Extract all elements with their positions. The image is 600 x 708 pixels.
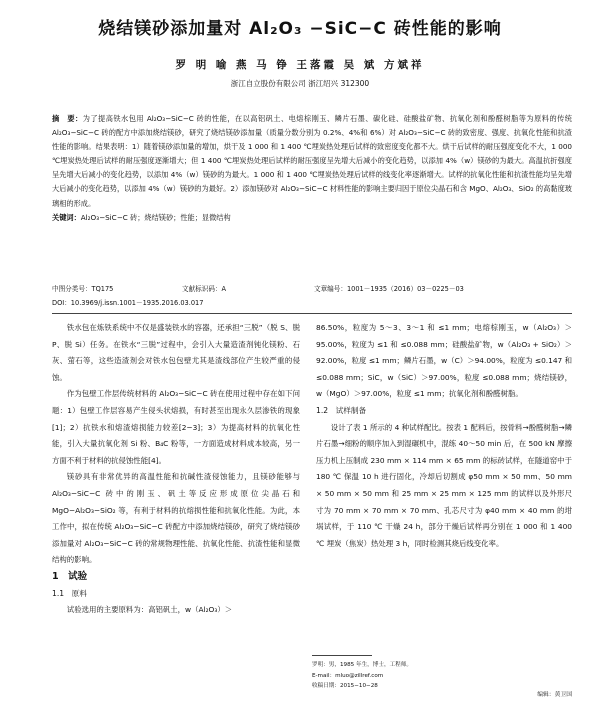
- author-list: 罗 明 喻 燕 马 铮 王落霞 吴 斌 方斌祥: [175, 59, 425, 71]
- body-paragraph: 作为包壁工作层传统材料的 Al₂O₃−SiC−C 砖在使用过程中存在如下问题：1）包壁工作层容易产生侵头状熔损，有时甚至出现永久层渗铁的现象[1]；2）抗铁水和熔渣熔损能力较差[2−3]；3）为提高材料的抗氧化性能，引入大量抗氧化剂 Si 粉、B₄C 粉等，一方面造成材料成本较高，另一方面不利于材料的抗侵蚀性能[4]。: [52, 389, 300, 465]
- document-code: 文献标识码：A: [182, 285, 227, 293]
- keywords-label: 关键词：: [52, 212, 81, 222]
- body-paragraph: 试验选用的主要原料为：高铝矾土，w（Al₂O₃）＞: [66, 605, 233, 615]
- body-paragraph: 86.50%，粒度为 5～3、3～1 和 ≤1 mm；电熔棕刚玉，w（Al₂O₃）＞95.00%，粒度为 ≤1 和 ≤0.088 mm；硅酸盐矿物，w（Al₂O₃ + SiO₂）＞92.00%，粒度 ≤1 mm；鳞片石墨，w（C）＞94.00%，粒度为 ≤0.147 和 ≤0.088 mm；SiC，w（SiC）＞97.00%，粒度 ≤0.088 mm；烧结镁砂，w（MgO）＞97.00%，粒度 ≤1 mm；抗氧化剂和酚醛树脂。: [316, 323, 572, 399]
- body-paragraph: 镁砂具有非常优异的高温性能和抗碱性渣侵蚀能力，且镁砂能够与 Al₂O₃−SiC−C 砖中的刚玉、矾土等反应形成原位尖晶石和 MgO−Al₂O₃−SiO₂ 等，有利于材料的抗熔损性能和抗氧化性能。为此，本工作中，拟在传统 Al₂O₃−SiC−C 砖配方中添加烧结镁砂，研究了烧结镁砂添加量对 Al₂O₃−SiC−C 砖的常规物理性能、抗氧化性能、抗渣性能和显微结构的影响。: [52, 472, 300, 565]
- subsection-heading: 1.2 试样制备: [316, 405, 367, 415]
- doi: DOI：10.3969/j.issn.1001－1935.2016.03.017: [52, 299, 204, 307]
- abstract-block: [52, 112, 572, 225]
- header-divider: [52, 313, 572, 314]
- right-column: [316, 320, 572, 552]
- author-email: E-mail：mluo@zillref.com: [312, 672, 384, 679]
- keywords-text: Al₂O₃−SiC−C 砖；烧结镁砂；性能；显微结构: [80, 212, 231, 222]
- body-paragraph: 铁水包在炼铁系统中不仅是盛装铁水的容器，还承担“三脱”（脱 S、脱 P、脱 Si）任务。在铁水“三脱”过程中，会引入大量造渣剂钝化镁粉、石灰、萤石等，这些造渣剂会对铁水包包壁尤其是渣线部位产生较严重的侵蚀。: [52, 323, 300, 382]
- abstract-label: 摘 要：: [52, 114, 83, 123]
- editor-credit: 编辑：黄卫国: [537, 692, 572, 698]
- footnote-divider: [312, 655, 372, 656]
- body-paragraph: 设计了表 1 所示的 4 种试样配比。按表 1 配料后，按骨料→酚醛树脂→鳞片石墨→细粉的顺序加入到湿碾机中，混练 40～50 min 后，在 500 kN 摩擦压力机上压制成 230 mm × 114 mm × 65 mm 的标砖试样，在隧道窑中于 180 ℃ 保温 10 h 进行固化，冷却后切割成 φ50 mm × 50 mm、50 mm × 50 mm × 50 mm 和 25 mm × 25 mm × 125 mm 的试样以及外形尺寸为 70 mm × 70 mm × 70 mm、孔芯尺寸为 φ40 mm × 40 mm 的坩埚试样，于 110 ℃ 干燥 24 h，部分干燥后试样再分别在 1 000 和 1 400 ℃ 埋炭（焦炭）热处理 3 h，同时检测其烧后线变化率。: [316, 422, 572, 548]
- clc-number: 中图分类号：TQ175: [52, 285, 114, 293]
- abstract-text: 为了提高铁水包用 Al₂O₃−SiC−C 砖的性能，在以高铝矾土、电熔棕刚玉、鳞片石墨、碳化硅、硅酸盐矿物、抗氧化剂和酚醛树脂等为原料的传统 Al₂O₃−SiC−C 砖的配方中添加烧结镁砂，研究了烧结镁砂添加量（质量分数分别为 0.2%、4%和 6%）对 Al₂O₃−SiC−C 砖的致密度、强度、抗氧化性能和抗渣性能的影响。结果表明：1）随着镁砂添加量的增加，烘干及 1 000 和 1 400 ℃埋炭热处理后试样的致密度变化都不大。烘干后试样的耐压强度变化不大，1 000 ℃埋炭热处理后试样的耐压强度逐渐增大；但 1 400 ℃埋炭热处理后试样的耐压强度呈先增大后减小的变化趋势，以添加 4%（w）镁砂的为最大。高温抗折强度呈先增大后减小的变化趋势，以添加 4%（w）镁砂的为最大。1 000 和 1 400 ℃埋炭热处理后试样的线变化率逐渐增大。试样的抗氧化性能和抗渣性能均呈先增大后减小的变化趋势，以添加 4%（w）镁砂的为最好。2）添加镁砂对 Al₂O₃−SiC−C 材料性能的影响主要归因于原位尖晶石和含 MgO、Al₂O₃、SiO₂ 的高黏度玻璃相的形成。: [52, 114, 572, 208]
- author-note: 罗明：男，1985 年生，博士，工程师。: [312, 662, 412, 668]
- affiliation: 浙江自立股份有限公司 浙江绍兴 312300: [230, 79, 370, 88]
- paper-title: 烧结镁砂添加量对 Al₂O₃ −SiC−C 砖性能的影响: [98, 19, 502, 39]
- subsection-heading: 1.1 原料: [52, 588, 87, 598]
- article-number: 文章编号：1001－1935（2016）03－0225－03: [314, 285, 464, 293]
- received-date: 收稿日期：2015−10−28: [312, 683, 378, 689]
- left-column: [52, 320, 300, 619]
- section-heading: 1 试验: [52, 570, 88, 582]
- footnote: [312, 660, 572, 692]
